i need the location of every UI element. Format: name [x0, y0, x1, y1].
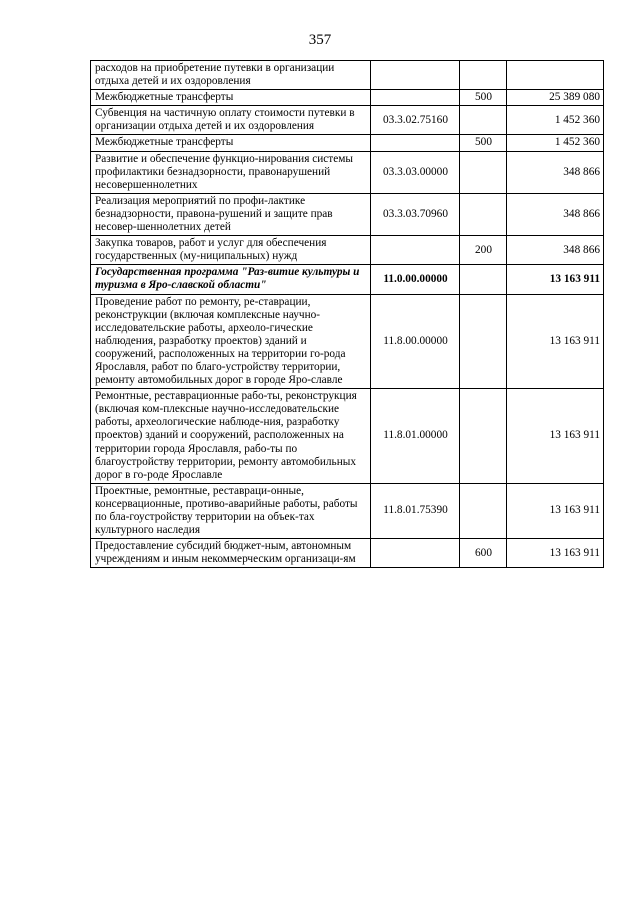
- row-code-cell: [371, 135, 460, 151]
- row-type-cell: [460, 483, 507, 538]
- row-name-cell: расходов на приобретение путевки в организации отдыха детей и их оздоровления: [91, 61, 371, 90]
- table-row: [91, 483, 604, 538]
- row-sum-cell: 13 163 911: [507, 483, 604, 538]
- table-row: [91, 389, 604, 484]
- row-code-cell: 11.8.01.00000: [371, 389, 460, 484]
- table-row: [91, 193, 604, 235]
- row-type-cell: 200: [460, 236, 507, 265]
- row-name-cell: Развитие и обеспечение функцио-нирования системы профилактики безнадзорности, правонарушений несовершеннолетних: [91, 151, 371, 193]
- table-row: [91, 294, 604, 389]
- row-type-cell: [460, 294, 507, 389]
- row-name-cell: Межбюджетные трансферты: [91, 135, 371, 151]
- table-row: [91, 90, 604, 106]
- row-type-cell: [460, 61, 507, 90]
- row-code-cell: 11.8.01.75390: [371, 483, 460, 538]
- row-name-cell: Предоставление субсидий бюджет-ным, автономным учреждениям и иным некоммерческим организаци-ям: [91, 539, 371, 568]
- row-code-cell: [371, 61, 460, 90]
- page-number: 357: [308, 32, 332, 48]
- row-code-cell: 11.8.00.00000: [371, 294, 460, 389]
- row-sum-cell: 13 163 911: [507, 539, 604, 568]
- row-sum-cell: [507, 61, 604, 90]
- row-code-cell: 03.3.03.70960: [371, 193, 460, 235]
- row-name-cell: Межбюджетные трансферты: [91, 90, 371, 106]
- table-row: [91, 236, 604, 265]
- row-name-cell: Ремонтные, реставрационные рабо-ты, реконструкция (включая ком-плексные научно-исследовательские работы, археологические наблюде-ния, разработку проектов) зданий и сооружений, расположенных на территории города Ярославля, рабо-ты по благоустройству территории, ремонту автомобильных дорог в го-роде Ярославле: [91, 389, 371, 484]
- row-sum-cell: 348 866: [507, 236, 604, 265]
- row-name-cell: Субвенция на частичную оплату стоимости путевки в организации отдыха детей и их оздоровления: [91, 106, 371, 135]
- table-row: [91, 106, 604, 135]
- row-sum-cell: 1 452 360: [507, 106, 604, 135]
- row-type-cell: [460, 389, 507, 484]
- row-sum-cell: 13 163 911: [507, 294, 604, 389]
- table-row: [91, 151, 604, 193]
- table-row: [91, 61, 604, 90]
- row-code-cell: 11.0.00.00000: [371, 265, 460, 294]
- row-sum-cell: 1 452 360: [507, 135, 604, 151]
- row-sum-cell: 25 389 080: [507, 90, 604, 106]
- row-code-cell: 03.3.03.00000: [371, 151, 460, 193]
- table-row: [91, 265, 604, 294]
- row-sum-cell: 13 163 911: [507, 265, 604, 294]
- row-type-cell: 600: [460, 539, 507, 568]
- budget-table-body: [91, 61, 604, 568]
- row-name-cell: Закупка товаров, работ и услуг для обеспечения государственных (му-ниципальных) нужд: [91, 236, 371, 265]
- row-code-cell: [371, 90, 460, 106]
- row-name-cell: Проведение работ по ремонту, ре-ставрации, реконструкции (включая комплексные научно-исследовательские работы, археоло-гические наблюдения, разработку проектов) зданий и сооружений, расположенных на территории го-рода Ярославля, работ по благо-устройству территории, ремонту автомобильных дорог в городе Яро-славле: [91, 294, 371, 389]
- row-name-cell: Государственная программа "Раз-витие культуры и туризма в Яро-славской области": [91, 265, 371, 294]
- budget-table: [90, 60, 604, 568]
- row-sum-cell: 13 163 911: [507, 389, 604, 484]
- row-type-cell: [460, 265, 507, 294]
- row-name-cell: Проектные, ремонтные, реставраци-онные, консервационные, противо-аварийные работы, работы по бла-гоустройству территории на объек-тах культурного наследия: [91, 483, 371, 538]
- row-sum-cell: 348 866: [507, 193, 604, 235]
- row-code-cell: [371, 236, 460, 265]
- row-type-cell: 500: [460, 90, 507, 106]
- row-code-cell: [371, 539, 460, 568]
- row-code-cell: 03.3.02.75160: [371, 106, 460, 135]
- row-type-cell: [460, 106, 507, 135]
- table-row: [91, 135, 604, 151]
- row-sum-cell: 348 866: [507, 151, 604, 193]
- row-name-cell: Реализация мероприятий по профи-лактике безнадзорности, правона-рушений и защите прав несовер-шеннолетних детей: [91, 193, 371, 235]
- row-type-cell: 500: [460, 135, 507, 151]
- row-type-cell: [460, 193, 507, 235]
- table-row: [91, 539, 604, 568]
- row-type-cell: [460, 151, 507, 193]
